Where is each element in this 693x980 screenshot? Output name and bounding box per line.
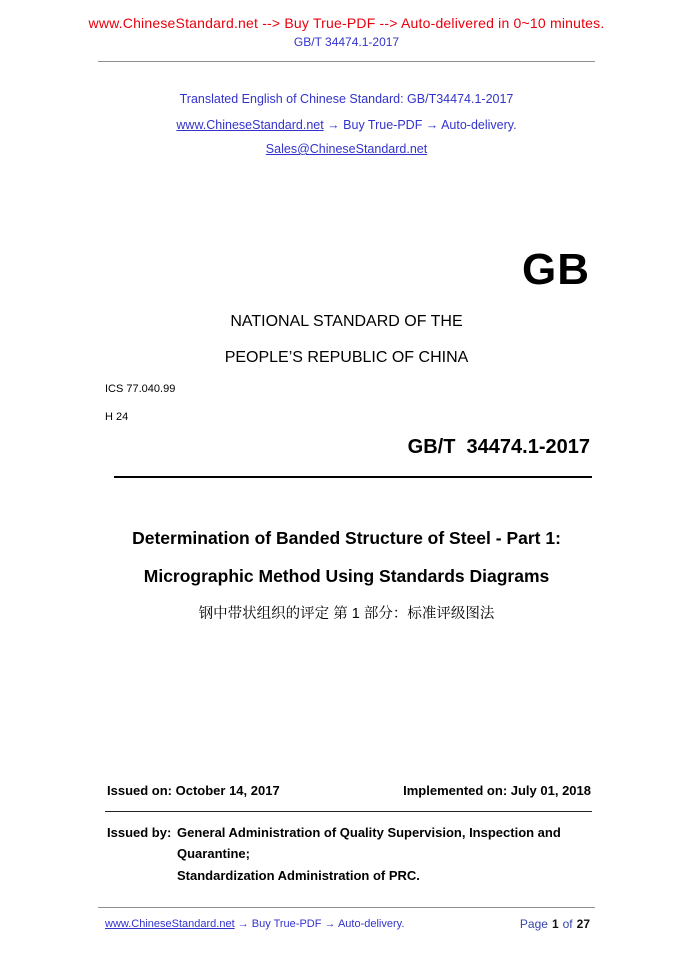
site-purchase-line bbox=[0, 118, 693, 132]
footer-divider bbox=[98, 907, 595, 908]
issuer-line3: Standardization Administration of PRC. bbox=[177, 868, 420, 883]
email-line bbox=[0, 142, 693, 156]
issuer-line2: Quarantine; bbox=[177, 846, 250, 861]
document-title-line1: Determination of Banded Structure of Steel - Part 1: bbox=[132, 528, 561, 548]
standard-number-divider bbox=[114, 476, 592, 478]
site-link-tail: → Buy True-PDF → Auto-delivery. bbox=[323, 118, 517, 132]
of-word: of bbox=[562, 917, 573, 931]
standard-number: GB/T 34474.1-2017 bbox=[407, 436, 590, 458]
top-doc-code: GB/T 34474.1-2017 bbox=[293, 35, 400, 49]
issued-date: Issued on: October 14, 2017 bbox=[107, 783, 280, 798]
site-link[interactable]: www.ChineseStandard.net bbox=[176, 118, 324, 132]
dates-divider bbox=[105, 811, 592, 812]
issuer-line1: General Administration of Quality Supervision, Inspection and bbox=[177, 825, 561, 840]
document-title-line2: Micrographic Method Using Standards Diagrams bbox=[143, 566, 550, 586]
ics-code: ICS 77.040.99 bbox=[105, 383, 176, 395]
footer-site-line bbox=[105, 918, 404, 930]
document-title-chinese: 钢中带状组织的评定 第 1 部分：标准评级图法 bbox=[198, 606, 495, 622]
page-indicator bbox=[520, 917, 590, 931]
sales-email-link[interactable]: Sales@ChineseStandard.net bbox=[265, 142, 428, 156]
header-divider bbox=[98, 61, 595, 62]
top-banner-link[interactable]: www.ChineseStandard.net --> Buy True-PDF --> Auto-delivered in 0~10 minutes. bbox=[88, 15, 605, 31]
footer-site-tail: → Buy True-PDF → Auto-delivery. bbox=[234, 918, 405, 930]
classification-code: H 24 bbox=[105, 411, 129, 423]
implemented-date: Implemented on: July 01, 2018 bbox=[403, 783, 591, 798]
national-standard-line2: PEOPLE’S REPUBLIC OF CHINA bbox=[224, 349, 469, 366]
page-total: 27 bbox=[576, 917, 590, 931]
page-current: 1 bbox=[551, 917, 559, 931]
translated-standard-line: Translated English of Chinese Standard: GB/T34474.1-2017 bbox=[179, 92, 514, 106]
national-standard-line1: NATIONAL STANDARD OF THE bbox=[230, 313, 463, 330]
issued-by-label: Issued by: bbox=[107, 825, 172, 840]
footer-site-link[interactable]: www.ChineseStandard.net bbox=[105, 918, 235, 930]
gb-logo-text: GB bbox=[522, 245, 590, 294]
page-word: Page bbox=[519, 917, 548, 931]
